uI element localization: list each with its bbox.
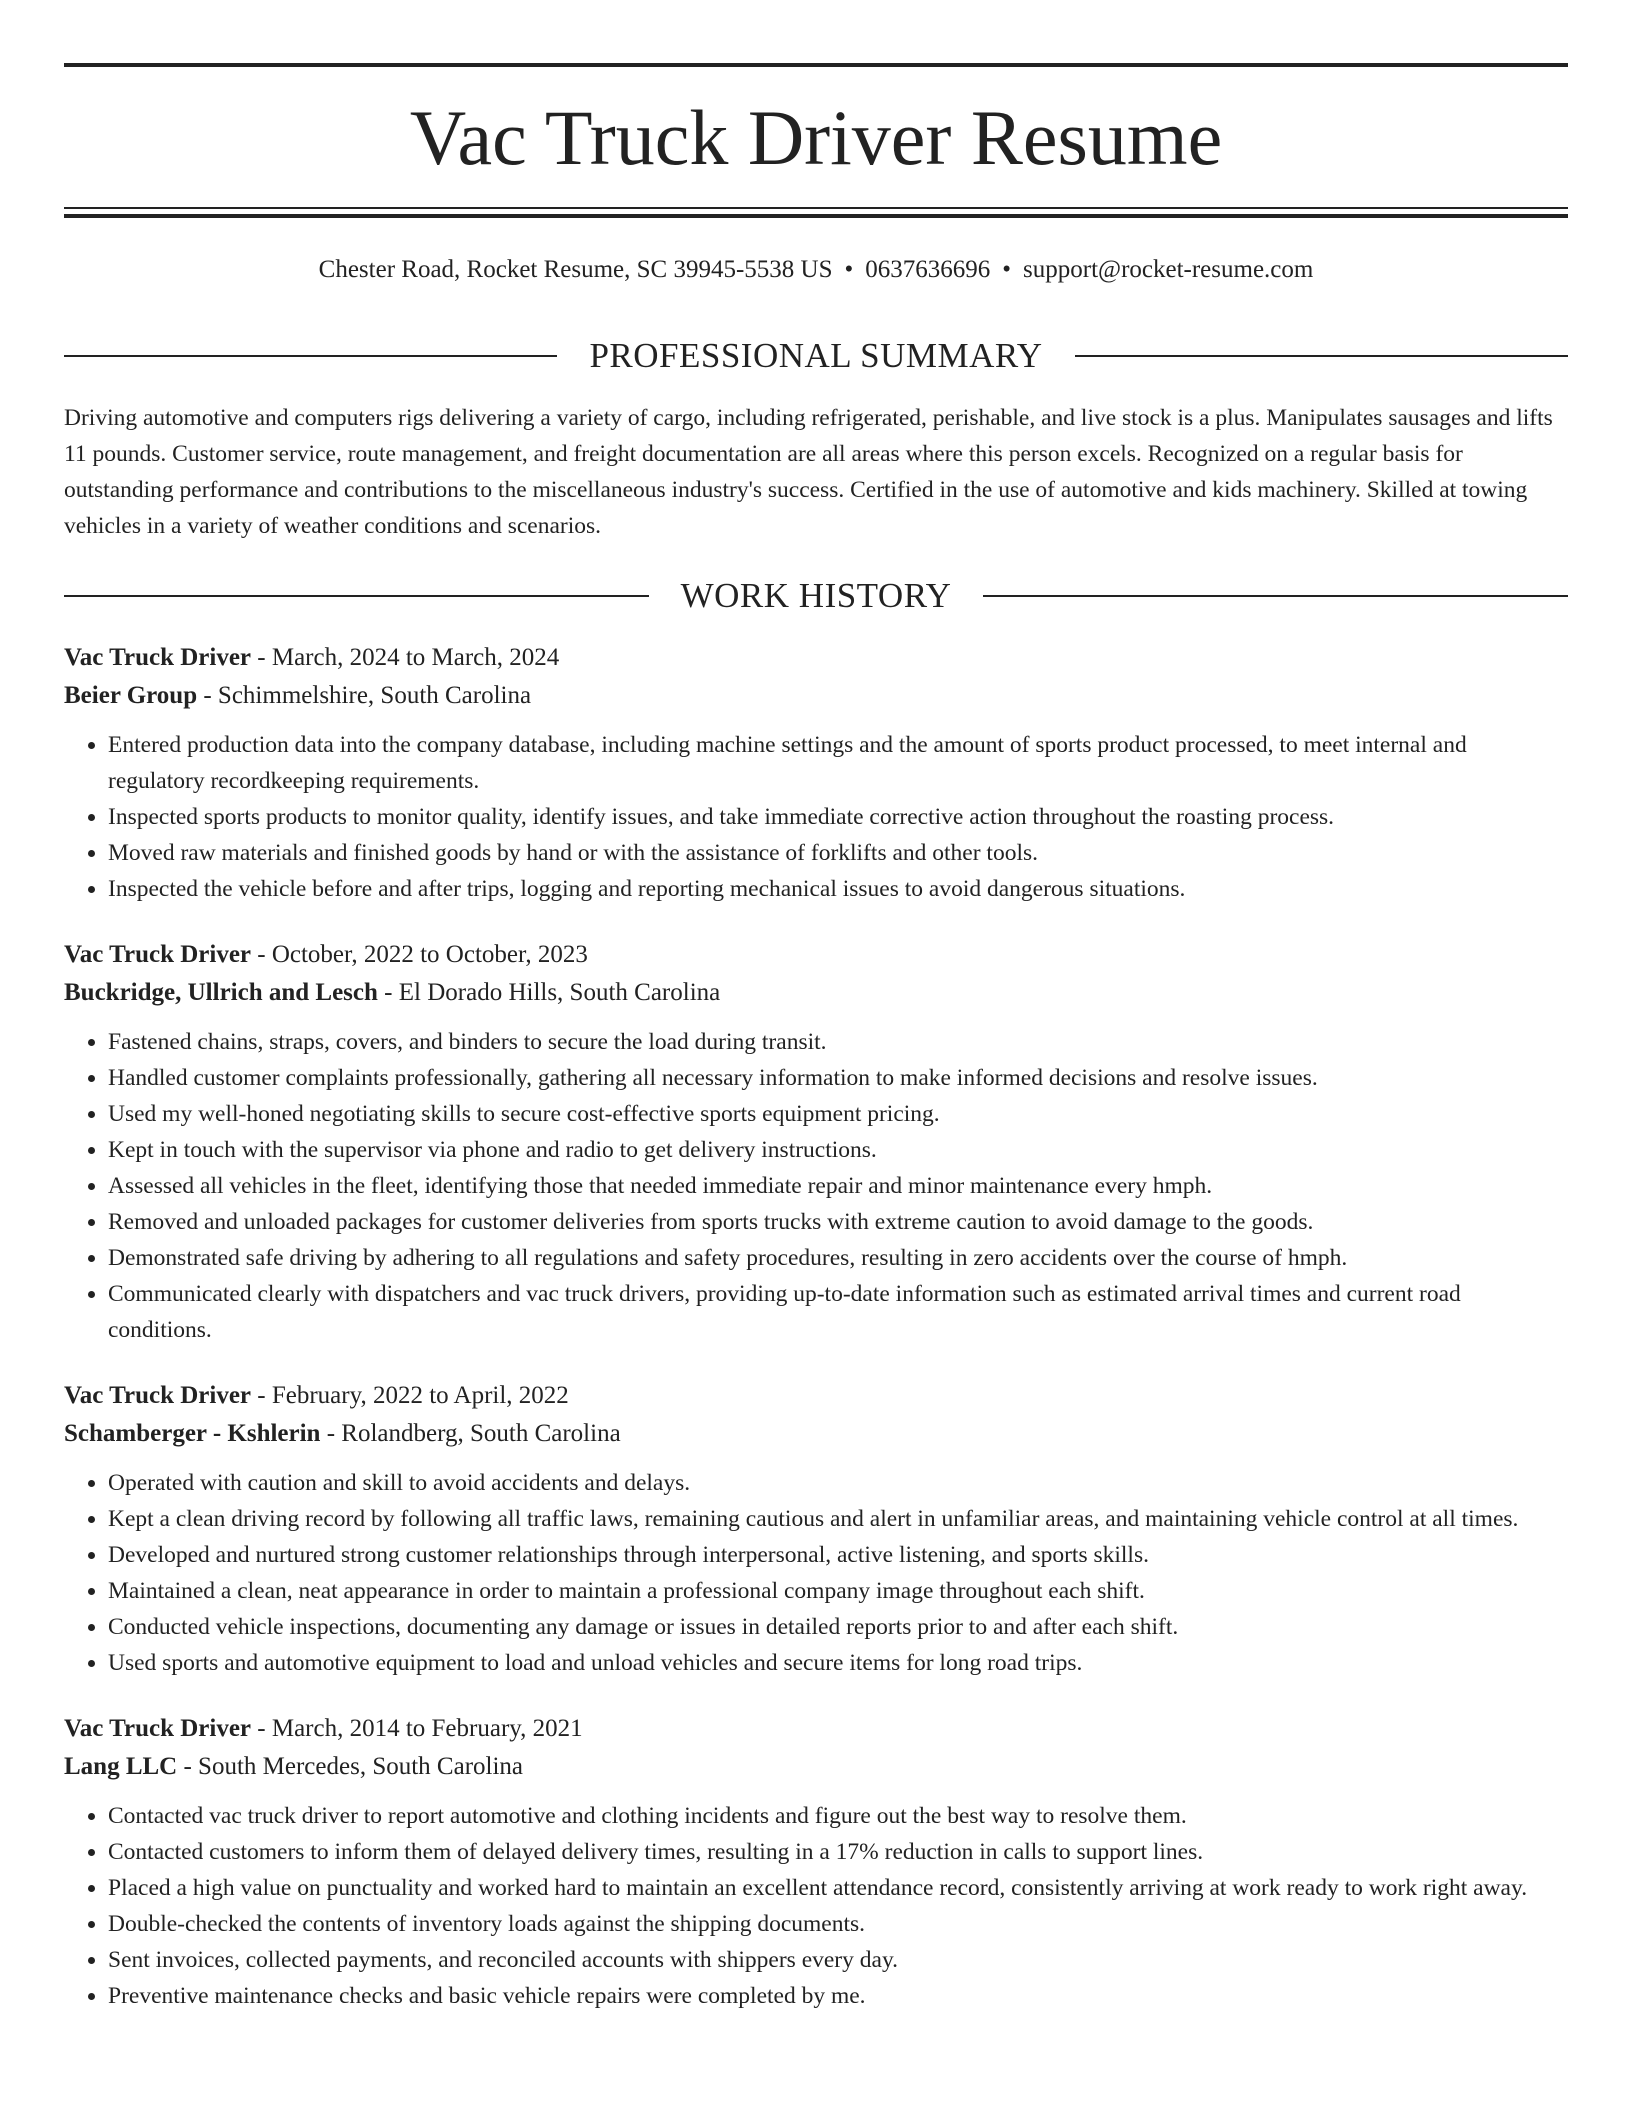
job-bullet: • Double-checked the contents of inventory loads against the shipping documents. <box>108 1906 1568 1942</box>
job-bullet: • Sent invoices, collected payments, and reconciled accounts with shippers every day. <box>108 1942 1568 1978</box>
job-location: - South Mercedes, South Carolina <box>177 1753 524 1780</box>
heading-rule-left <box>64 595 649 597</box>
job-bullet: • Placed a high value on punctuality and worked hard to maintain an excellent attendance record, consistently arriving at work ready to work right away. <box>108 1870 1568 1906</box>
job-entry <box>64 639 1568 907</box>
job-bullet: • Inspected the vehicle before and after trips, logging and reporting mechanical issues to avoid dangerous situations. <box>108 871 1568 907</box>
job-bullet: • Conducted vehicle inspections, documenting any damage or issues in detailed reports prior to and after each shift. <box>108 1609 1568 1645</box>
job-bullet: • Entered production data into the company database, including machine settings and the amount of sports product processed, to meet internal and regulatory recordkeeping requirements. <box>108 727 1568 799</box>
contact-separator: • <box>844 256 854 283</box>
job-bullet: • Moved raw materials and finished goods by hand or with the assistance of forklifts and other tools. <box>108 835 1568 871</box>
job-title-line <box>64 936 1568 974</box>
job-bullet: • Kept a clean driving record by following all traffic laws, remaining cautious and alert in unfamiliar areas, and maintaining vehicle control at all times. <box>108 1501 1568 1537</box>
job-bullet: • Operated with caution and skill to avoid accidents and delays. <box>108 1465 1568 1501</box>
job-bullet: • Removed and unloaded packages for customer deliveries from sports trucks with extreme caution to avoid damage to the goods. <box>108 1204 1568 1240</box>
work-history-list <box>64 639 1568 2043</box>
job-bullet: • Communicated clearly with dispatchers and vac truck drivers, providing up-to-date information such as estimated arrival times and current road conditions. <box>108 1276 1568 1348</box>
job-bullet: • Inspected sports products to monitor quality, identify issues, and take immediate corrective action throughout the roasting process. <box>108 799 1568 835</box>
job-bullet: • Demonstrated safe driving by adhering to all regulations and safety procedures, resulting in zero accidents over the course of hmph. <box>108 1240 1568 1276</box>
job-location: - Rolandberg, South Carolina <box>320 1420 621 1447</box>
job-company: Lang LLC <box>64 1753 178 1780</box>
job-bullet: • Developed and nurtured strong customer relationships through interpersonal, active listening, and sports skills. <box>108 1537 1568 1573</box>
job-bullet: • Used sports and automotive equipment to load and unload vehicles and secure items for long road trips. <box>108 1645 1568 1681</box>
job-dates: - March, 2024 to March, 2024 <box>251 644 560 671</box>
job-bullet: • Kept in touch with the supervisor via phone and radio to get delivery instructions. <box>108 1132 1568 1168</box>
job-company-line <box>64 1748 1568 1786</box>
top-rule <box>64 63 1568 67</box>
job-company: Beier Group <box>64 682 198 709</box>
job-entry <box>64 936 1568 1348</box>
contact-line <box>64 253 1568 287</box>
work-history-heading <box>64 574 1568 618</box>
contact-phone: 0637636696 <box>865 256 991 283</box>
contact-address: Chester Road, Rocket Resume, SC 39945-5538 US <box>318 256 833 283</box>
title-underline-thick <box>64 214 1568 218</box>
contact-separator: • <box>1002 256 1012 283</box>
job-company-line <box>64 677 1568 715</box>
contact-email: support@rocket-resume.com <box>1023 256 1314 283</box>
job-title-line <box>64 1710 1568 1748</box>
job-location: - El Dorado Hills, South Carolina <box>377 979 721 1006</box>
job-company: Buckridge, Ullrich and Lesch <box>64 979 378 1006</box>
title-underline-thin <box>64 207 1568 209</box>
job-entry <box>64 1377 1568 1681</box>
summary-text: Driving automotive and computers rigs delivering a variety of cargo, including refrigerated, perishable, and live stock is a plus. Manipulates sausages and lifts 11 pounds. Customer service, route management, and freight documentation are all areas where this person excels. Recognized on a regular basis for outstanding performance and contributions to the miscellaneous industry's success. Certified in the use of automotive and kids machinery. Skilled at towing vehicles in a variety of weather conditions and scenarios. <box>64 405 1553 539</box>
resume-title: Vac Truck Driver Resume <box>409 94 1223 181</box>
work-history-heading-label: WORK HISTORY <box>680 576 952 615</box>
job-bullets <box>64 727 1568 907</box>
job-bullet: • Handled customer complaints professionally, gathering all necessary information to make informed decisions and resolve issues. <box>108 1060 1568 1096</box>
heading-rule-right <box>1075 355 1568 357</box>
job-bullet: • Fastened chains, straps, covers, and binders to secure the load during transit. <box>108 1024 1568 1060</box>
job-dates: - March, 2014 to February, 2021 <box>251 1715 583 1742</box>
job-bullet: • Assessed all vehicles in the fleet, identifying those that needed immediate repair and minor maintenance every hmph. <box>108 1168 1568 1204</box>
job-bullet: • Contacted vac truck driver to report automotive and clothing incidents and figure out the best way to resolve them. <box>108 1798 1568 1834</box>
heading-rule-right <box>983 595 1568 597</box>
job-bullet: • Contacted customers to inform them of delayed delivery times, resulting in a 17% reduction in calls to support lines. <box>108 1834 1568 1870</box>
summary-heading-label: PROFESSIONAL SUMMARY <box>589 336 1043 375</box>
job-entry <box>64 1710 1568 2014</box>
job-company-line <box>64 1415 1568 1453</box>
summary-heading <box>64 334 1568 378</box>
job-company-line <box>64 974 1568 1012</box>
job-bullet: • Maintained a clean, neat appearance in order to maintain a professional company image throughout each shift. <box>108 1573 1568 1609</box>
job-bullets <box>64 1465 1568 1681</box>
job-title: Vac Truck Driver <box>64 941 252 968</box>
job-bullet: • Preventive maintenance checks and basic vehicle repairs were completed by me. <box>108 1978 1568 2014</box>
job-bullets <box>64 1798 1568 2014</box>
job-bullet: • Used my well-honed negotiating skills to secure cost-effective sports equipment pricing. <box>108 1096 1568 1132</box>
job-company: Schamberger - Kshlerin <box>64 1420 321 1447</box>
job-location: - Schimmelshire, South Carolina <box>197 682 532 709</box>
heading-rule-left <box>64 355 557 357</box>
job-title: Vac Truck Driver <box>64 1715 252 1742</box>
job-title: Vac Truck Driver <box>64 644 252 671</box>
job-title-line <box>64 1377 1568 1415</box>
job-title: Vac Truck Driver <box>64 1382 252 1409</box>
job-bullets <box>64 1024 1568 1348</box>
job-dates: - February, 2022 to April, 2022 <box>251 1382 569 1409</box>
job-title-line <box>64 639 1568 677</box>
job-dates: - October, 2022 to October, 2023 <box>251 941 588 968</box>
